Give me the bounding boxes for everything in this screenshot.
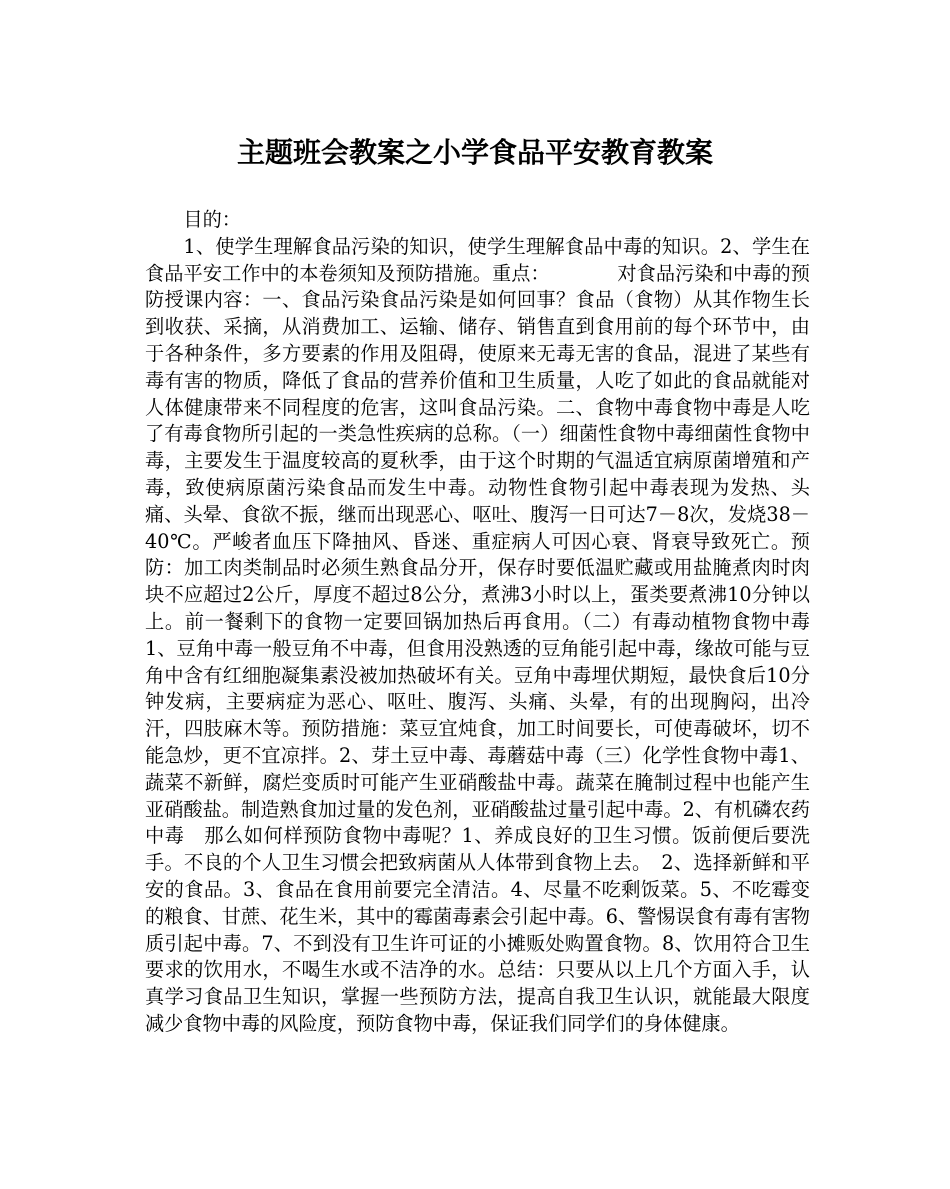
purpose-label: 目的： — [183, 208, 241, 231]
main-paragraph: 1、使学生理解食品污染的知识，使学生理解食品中毒的知识。2、学生在食品平安工作中的本卷须知及预防措施。重点： 对食品污染和中毒的预防授课内容：一、食品污染食品污染是如何回事？食品（食物）从其作物生长到收获、采摘，从消费加工、运输、储存、销售直到食用前的每个环节中，由于各种条件，多方要素的作用及阻碍，使原来无毒无害的食品，混进了某些有毒有害的物质，降低了食品的营养价值和卫生质量，人吃了如此的食品就能对人体健康带来不同程度的危害，这叫食品污染。二、食物中毒食物中毒是人吃了有毒食物所引起的一类急性疾病的总称。（一）细菌性食物中毒细菌性食物中毒，主要发生于温度较高的夏秋季，由于这个时期的气温适宜病原菌增殖和产毒，致使病原菌污染食品而发生中毒。动物性食物引起中毒表现为发热、头痛、头晕、食欲不振，继而出现恶心、呕吐、腹泻一日可达7－8次，发烧38－40℃。严峻者血压下降抽风、昏迷、重症病人可因心衰、肾衰导致死亡。预防：加工肉类制品时必须生熟食品分开，保存时要低温贮藏或用盐腌煮肉时肉块不应超过2公斤，厚度不超过8公分，煮沸3小时以上，蛋类要煮沸10分钟以上。前一餐剩下的食物一定要回锅加热后再食用。（二）有毒动植物食物中毒1、豆角中毒一般豆角不中毒，但食用没熟透的豆角能引起中毒，缘故可能与豆角中含有红细胞凝集素没被加热破坏有关。豆角中毒埋伏期短，最快食后10分钟发病，主要病症为恶心、呕吐、腹泻、头痛、头晕，有的出现胸闷，出冷汗，四肢麻木等。预防措施：菜豆宜炖食，加工时间要长，可使毒破坏，切不能急炒，更不宜凉拌。2、芽土豆中毒、毒蘑菇中毒（三）化学性食物中毒1、蔬菜不新鲜，腐烂变质时可能产生亚硝酸盐中毒。蔬菜在腌制过程中也能产生亚硝酸盐。制造熟食加过量的发色剂，亚硝酸盐过量引起中毒。2、有机磷农药中毒 那么如何样预防食物中毒呢？1、养成良好的卫生习惯。饭前便后要洗手。不良的个人卫生习惯会把致病菌从人体带到食物上去。 2、选择新鲜和平安的食品。3、食品在食用前要完全清洁。4、尽量不吃剩饭菜。5、不吃霉变的粮食、甘蔗、花生米，其中的霉菌毒素会引起中毒。6、警惕误食有毒有害物质引起中毒。7、不到没有卫生许可证的小摊贩处购置食物。8、饮用符合卫生要求的饮用水，不喝生水或不洁净的水。总结：只要从以上几个方面入手，认真学习食品卫生知识，掌握一些预防方法，提高自我卫生认识，就能最大限度减少食物中毒的风险度，预防食物中毒，保证我们同学们的身体健康。 — [145, 234, 810, 1035]
document-title: 主题班会教案之小学食品平安教育教案 — [236, 136, 713, 169]
document-body — [145, 207, 810, 1038]
